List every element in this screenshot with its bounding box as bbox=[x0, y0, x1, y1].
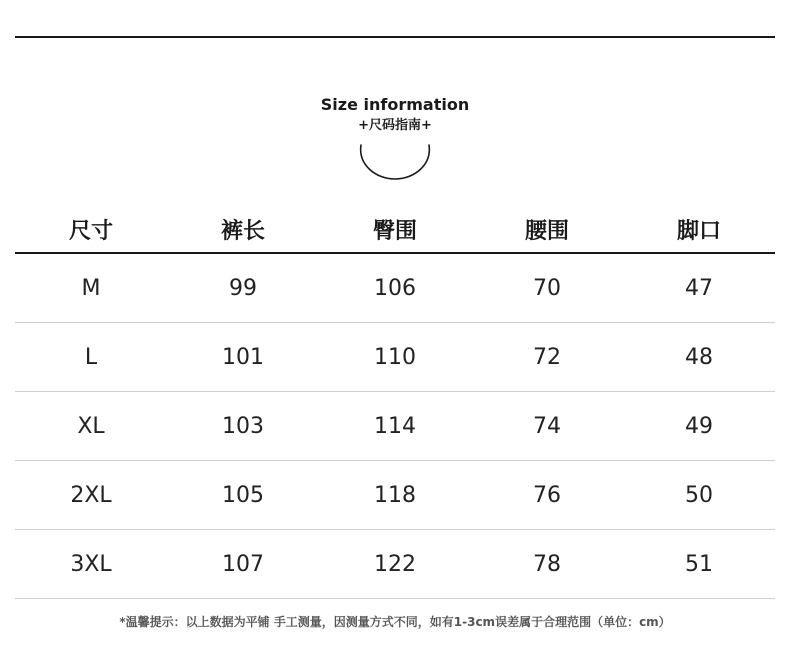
table-cell-size: L bbox=[15, 323, 167, 392]
column-header-hip: 臀围 bbox=[319, 206, 471, 253]
table-cell-size: XL bbox=[15, 392, 167, 461]
table-cell: 48 bbox=[623, 323, 775, 392]
measurement-note: *温馨提示：以上数据为平铺 手工测量，因测量方式不同，如有1-3cm误差属于合理范围（单位：cm） bbox=[119, 615, 671, 629]
table-cell: 114 bbox=[319, 392, 471, 461]
table-cell-size: 2XL bbox=[15, 461, 167, 530]
top-divider bbox=[15, 36, 775, 38]
table-cell: 76 bbox=[471, 461, 623, 530]
table-row bbox=[15, 530, 775, 599]
table-cell: 103 bbox=[167, 392, 319, 461]
heading-title-cn: +尺码指南+ bbox=[358, 118, 432, 133]
table-cell: 47 bbox=[623, 253, 775, 323]
table-cell: 70 bbox=[471, 253, 623, 323]
table-cell: 101 bbox=[167, 323, 319, 392]
table-cell: 50 bbox=[623, 461, 775, 530]
table-cell: 106 bbox=[319, 253, 471, 323]
column-header-length: 裤长 bbox=[167, 206, 319, 253]
table-row bbox=[15, 323, 775, 392]
column-header-hem: 脚口 bbox=[623, 206, 775, 253]
table-cell: 49 bbox=[623, 392, 775, 461]
table-cell: 72 bbox=[471, 323, 623, 392]
size-chart-table bbox=[15, 206, 775, 599]
table-row bbox=[15, 392, 775, 461]
table-cell: 118 bbox=[319, 461, 471, 530]
column-header-size: 尺寸 bbox=[15, 206, 167, 253]
table-cell: 105 bbox=[167, 461, 319, 530]
table-cell: 107 bbox=[167, 530, 319, 599]
table-row bbox=[15, 253, 775, 323]
heading-title-en: Size information bbox=[320, 95, 470, 114]
table-header-row bbox=[15, 206, 775, 253]
section-heading bbox=[0, 95, 790, 135]
table-cell: 99 bbox=[167, 253, 319, 323]
table-row bbox=[15, 461, 775, 530]
table-cell: 122 bbox=[319, 530, 471, 599]
table-cell-size: 3XL bbox=[15, 530, 167, 599]
decorative-arc-icon bbox=[358, 143, 432, 183]
column-header-waist: 腰围 bbox=[471, 206, 623, 253]
table-cell: 51 bbox=[623, 530, 775, 599]
table-cell-size: M bbox=[15, 253, 167, 323]
table-cell: 110 bbox=[319, 323, 471, 392]
table-cell: 74 bbox=[471, 392, 623, 461]
table-cell: 78 bbox=[471, 530, 623, 599]
